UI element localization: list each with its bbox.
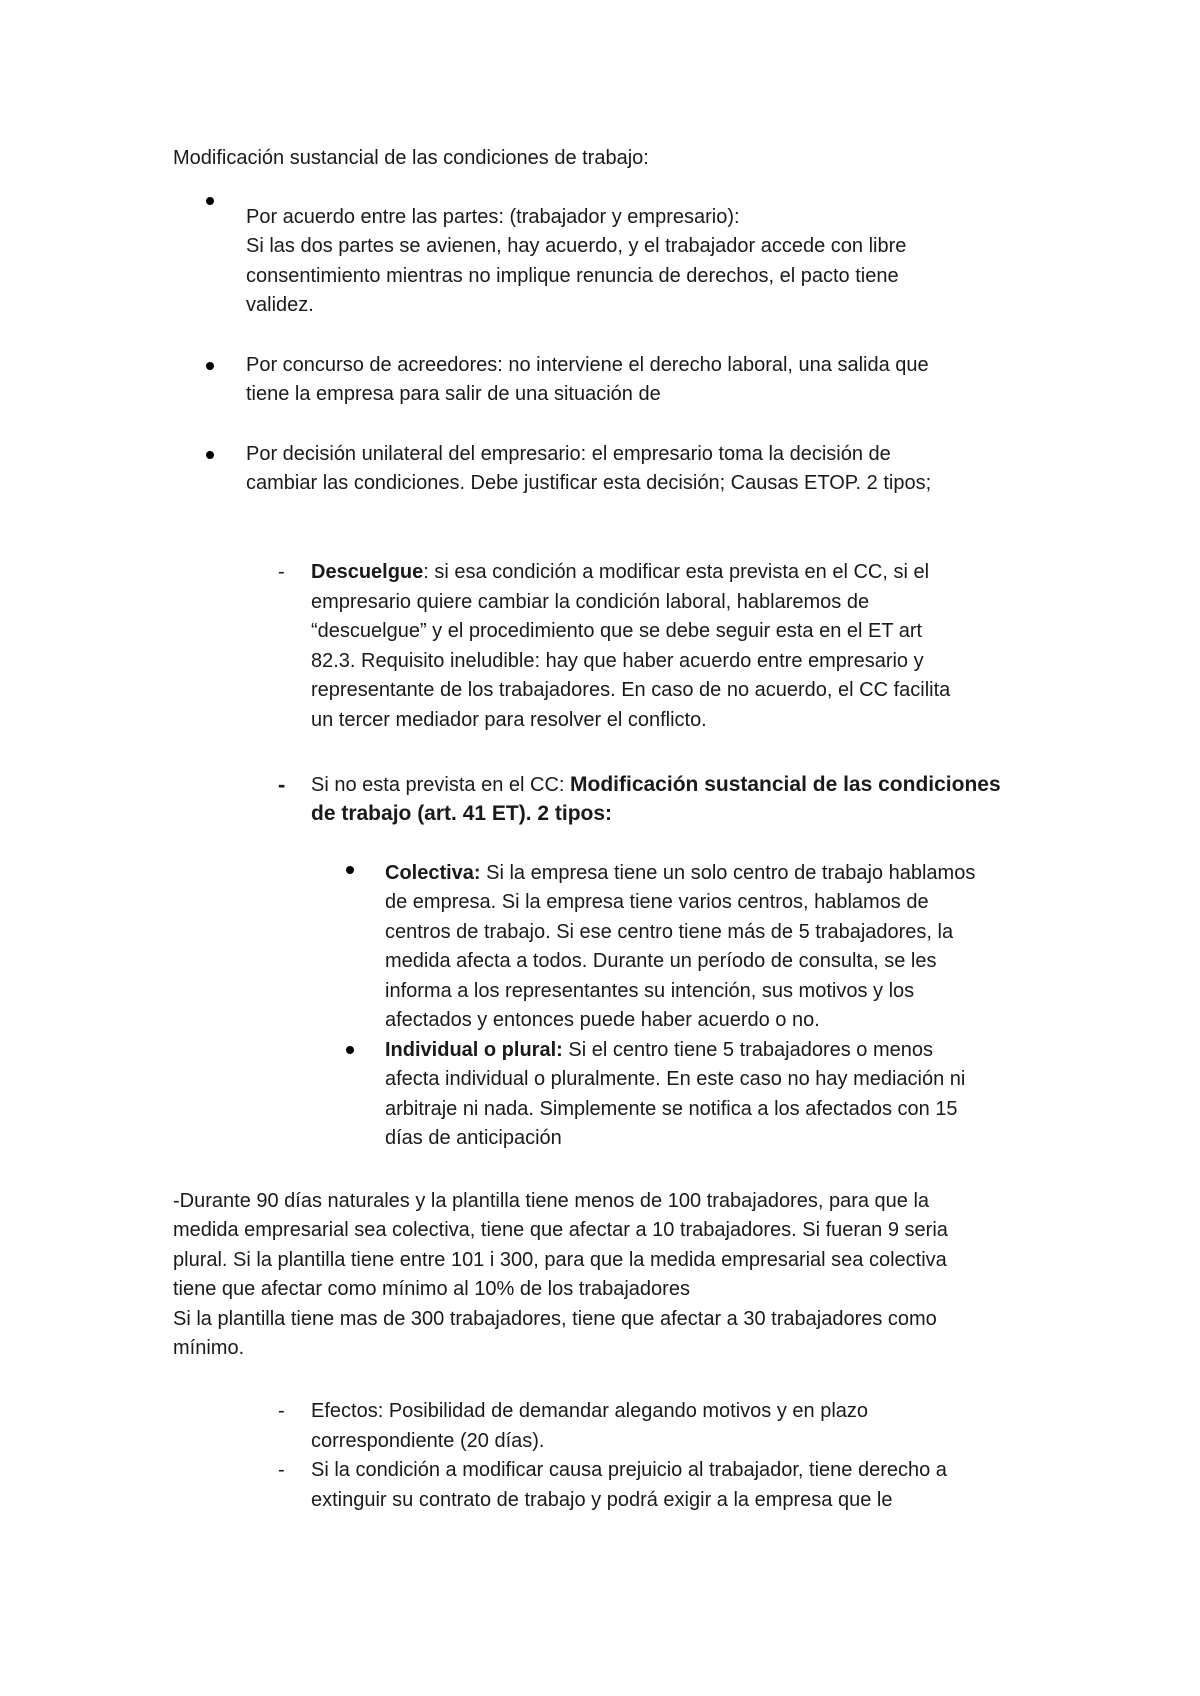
dash-1-line-3: “descuelgue” y el procedimiento que se debe seguir esta en el ET art: [311, 620, 923, 642]
paragraph-line-4: tiene que afectar como mínimo al 10% de los trabajadores: [173, 1278, 690, 1300]
individual-text: Si el centro tiene 5 trabajadores o menos: [562, 1039, 934, 1061]
individual-line-3: arbitraje ni nada. Simplemente se notifica a los afectados con 15: [385, 1098, 958, 1120]
bullet-3-line-2: cambiar las condiciones. Debe justificar esta decisión; Causas ETOP. 2 tipos;: [246, 472, 932, 494]
bullet-icon: [206, 451, 214, 459]
colectiva-text: Si la empresa tiene un solo centro de trabajo hablamos: [480, 862, 976, 884]
colectiva-line-2: de empresa. Si la empresa tiene varios centros, hablamos de: [385, 891, 929, 913]
dash-1-line-4: 82.3. Requisito ineludible: hay que haber acuerdo entre empresario y: [311, 650, 924, 672]
paragraph-line-3: plural. Si la plantilla tiene entre 101 i 300, para que la medida empresarial sea colectiva: [173, 1249, 947, 1271]
dash-2-heading-1: Modificación sustancial de las condiciones: [570, 773, 1001, 796]
bullet-icon: [346, 1046, 354, 1054]
dash-marker: -: [278, 772, 286, 797]
bullet-2-line-2: tiene la empresa para salir de una situación de: [246, 383, 661, 405]
dash-1-line-2: empresario quiere cambiar la condición laboral, hablaremos de: [311, 591, 870, 613]
individual-line-2: afecta individual o pluralmente. En este caso no hay mediación ni: [385, 1068, 966, 1090]
colectiva-line-6: afectados y entonces puede haber acuerdo o no.: [385, 1009, 820, 1031]
bullet-2-line-1: Por concurso de acreedores: no interviene el derecho laboral, una salida que: [246, 354, 929, 376]
dash-marker: -: [278, 1459, 285, 1481]
dash-2-heading-2: de trabajo (art. 41 ET). 2 tipos:: [311, 802, 613, 825]
descuelgue-term: Descuelgue: [311, 561, 424, 583]
effects-2-line-2: extinguir su contrato de trabajo y podrá exigir a la empresa que le: [311, 1489, 893, 1511]
paragraph-line-6: mínimo.: [173, 1337, 245, 1359]
bullet-icon: [346, 866, 354, 874]
individual-term: Individual o plural:: [385, 1039, 563, 1061]
dash-marker: -: [278, 561, 285, 583]
individual-line-1: [385, 1036, 933, 1066]
paragraph-line-5: Si la plantilla tiene mas de 300 trabajadores, tiene que afectar a 30 trabajadores como: [173, 1308, 937, 1330]
bullet-1-line-1: Por acuerdo entre las partes: (trabajador y empresario):: [246, 206, 740, 228]
dash-2-line-1: [311, 770, 1001, 801]
dash-1-line-6: un tercer mediador para resolver el conflicto.: [311, 709, 707, 731]
paragraph-line-1: -Durante 90 días naturales y la plantilla tiene menos de 100 trabajadores, para que la: [173, 1190, 930, 1212]
individual-line-4: días de anticipación: [385, 1127, 562, 1149]
bullet-1-line-4: validez.: [246, 294, 314, 316]
descuelgue-text: : si esa condición a modificar esta prevista en el CC, si el: [423, 561, 930, 583]
colectiva-line-5: informa a los representantes su intención, sus motivos y los: [385, 980, 915, 1002]
paragraph-line-2: medida empresarial sea colectiva, tiene que afectar a 10 trabajadores. Si fueran 9 seria: [173, 1219, 948, 1241]
dash-2-plain: Si no esta prevista en el CC:: [311, 774, 571, 796]
bullet-icon: [206, 197, 214, 205]
effects-1-line-1: Efectos: Posibilidad de demandar alegando motivos y en plazo: [311, 1400, 869, 1422]
colectiva-line-3: centros de trabajo. Si ese centro tiene más de 5 trabajadores, la: [385, 921, 954, 943]
colectiva-line-4: medida afecta a todos. Durante un período de consulta, se les: [385, 950, 937, 972]
effects-2-line-1: Si la condición a modificar causa prejuicio al trabajador, tiene derecho a: [311, 1459, 947, 1481]
bullet-3-line-1: Por decisión unilateral del empresario: el empresario toma la decisión de: [246, 443, 891, 465]
dash-1-line-1: [311, 558, 929, 588]
bullet-1-line-3: consentimiento mientras no implique renuncia de derechos, el pacto tiene: [246, 265, 899, 287]
colectiva-line-1: [385, 859, 975, 889]
effects-1-line-2: correspondiente (20 días).: [311, 1430, 545, 1452]
dash-marker: -: [278, 1400, 285, 1422]
dash-1-line-5: representante de los trabajadores. En caso de no acuerdo, el CC facilita: [311, 679, 951, 701]
colectiva-term: Colectiva:: [385, 862, 481, 884]
bullet-1-line-2: Si las dos partes se avienen, hay acuerdo, y el trabajador accede con libre: [246, 235, 907, 257]
bullet-icon: [206, 362, 214, 370]
document-title: Modificación sustancial de las condiciones de trabajo:: [173, 147, 649, 169]
